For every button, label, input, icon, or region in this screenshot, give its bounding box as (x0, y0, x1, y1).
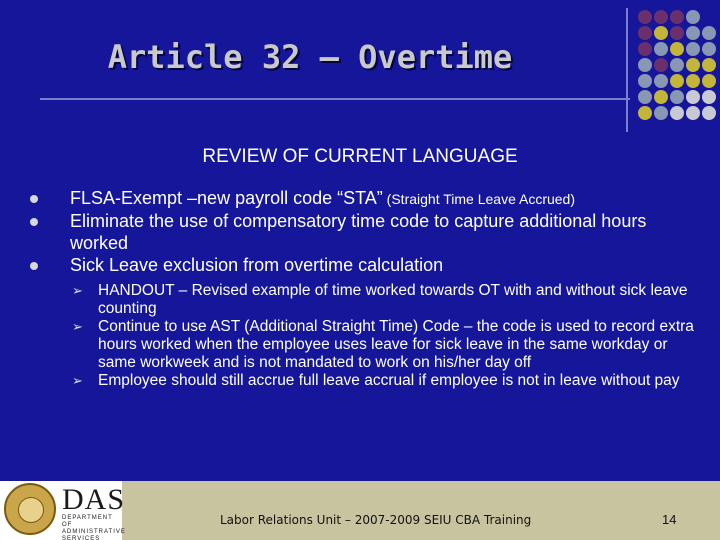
bullet-list (12, 187, 702, 390)
decorative-dot (686, 42, 700, 56)
decorative-dot (670, 26, 684, 40)
bullet-item (12, 210, 702, 254)
arrow-bullet-icon: ➢ (72, 373, 83, 388)
bullet-dot-icon (30, 218, 38, 226)
arrow-bullet-icon: ➢ (72, 319, 83, 334)
decorative-dot (702, 42, 716, 56)
bullet-item (12, 254, 702, 276)
decorative-dot (702, 26, 716, 40)
decorative-dot (654, 106, 668, 120)
decorative-dot (686, 90, 700, 104)
horizontal-divider (40, 98, 630, 100)
bullet-text: FLSA-Exempt –new payroll code “STA” (70, 188, 383, 208)
decorative-dot (702, 74, 716, 88)
sub-bullet-item (12, 372, 702, 390)
decorative-dot (670, 106, 684, 120)
sub-bullet-text: Continue to use AST (Additional Straight Time) Code – the code is used to record extra hours worked when the employee uses leave for sick leave in the same workday or same workweek and is not mandated to work on his/her day off (98, 318, 694, 371)
decorative-dot (670, 42, 684, 56)
decorative-dot (670, 90, 684, 104)
arrow-bullet-icon: ➢ (72, 283, 83, 298)
slide-title: Article 32 – Overtime (107, 38, 513, 76)
vertical-divider (626, 8, 628, 132)
sub-bullet-text: HANDOUT – Revised example of time worked towards OT with and without sick leave counting (98, 282, 688, 317)
decorative-dot (654, 42, 668, 56)
decorative-dot (638, 58, 652, 72)
decorative-dot (654, 90, 668, 104)
bullet-dot-icon (30, 262, 38, 270)
decorative-dot (686, 10, 700, 24)
sub-bullet-list (12, 282, 702, 390)
das-logo (0, 481, 126, 540)
decorative-dot (702, 58, 716, 72)
das-logo-subtext: DEPARTMENT OF ADMINISTRATIVE SERVICES (62, 515, 126, 540)
decorative-dot (654, 74, 668, 88)
bullet-text: Sick Leave exclusion from overtime calculation (70, 255, 444, 275)
decorative-dot-grid (638, 10, 720, 128)
decorative-dot (638, 74, 652, 88)
decorative-dot (686, 26, 700, 40)
decorative-dot (638, 90, 652, 104)
bullet-item (12, 187, 702, 210)
sub-bullet-text: Employee should still accrue full leave accrual if employee is not in leave without pay (98, 372, 680, 389)
state-seal-icon (4, 483, 56, 535)
slide-subtitle: REVIEW OF CURRENT LANGUAGE (202, 146, 518, 167)
decorative-dot (670, 10, 684, 24)
footer-bar (0, 481, 720, 540)
decorative-dot (638, 42, 652, 56)
decorative-dot (670, 74, 684, 88)
decorative-dot (638, 106, 652, 120)
decorative-dot (638, 10, 652, 24)
decorative-dot (686, 58, 700, 72)
bullet-text: Eliminate the use of compensatory time code to capture additional hours worked (70, 211, 647, 253)
decorative-dot (702, 90, 716, 104)
decorative-dot (686, 106, 700, 120)
footer-text: Labor Relations Unit – 2007-2009 SEIU CBA Training (220, 513, 532, 527)
sub-bullet-item (12, 318, 702, 372)
decorative-dot (670, 58, 684, 72)
sub-bullet-item (12, 282, 702, 318)
bullet-dot-icon (30, 195, 38, 203)
bullet-note: (Straight Time Leave Accrued) (382, 191, 575, 207)
decorative-dot (702, 106, 716, 120)
decorative-dot (686, 74, 700, 88)
decorative-dot (654, 26, 668, 40)
page-number: 14 (662, 512, 677, 527)
decorative-dot (638, 26, 652, 40)
decorative-dot (654, 10, 668, 24)
decorative-dot (654, 58, 668, 72)
das-logo-text: DAS (62, 483, 126, 516)
